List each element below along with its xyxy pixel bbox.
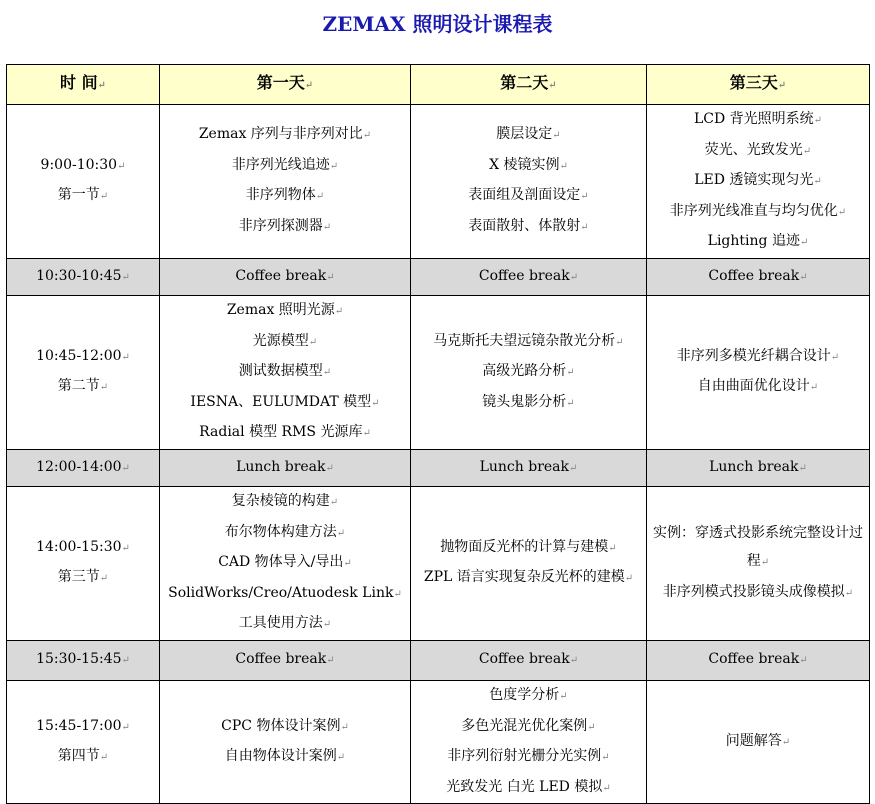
cell-text: X 棱镜实例	[489, 156, 560, 173]
cell-line	[649, 105, 867, 136]
break-row	[7, 640, 870, 680]
header-day3: 第三天↵	[647, 65, 870, 105]
paragraph-mark-icon: ↵	[580, 191, 589, 203]
cell-line	[413, 712, 644, 743]
cell-text: Lunch break	[709, 458, 799, 475]
paragraph-mark-icon: ↵	[99, 191, 109, 203]
cell-line	[162, 388, 408, 419]
cell-line	[413, 681, 644, 712]
cell-line	[162, 296, 408, 327]
cell-text: 高级光路分析	[482, 363, 567, 380]
day3-cell	[647, 486, 870, 640]
paragraph-mark-icon: ↵	[340, 721, 349, 733]
cell-line	[162, 418, 408, 449]
cell-text: Coffee break	[478, 267, 570, 284]
paragraph-mark-icon: ↵	[121, 351, 130, 363]
header-time: 时 间↵	[7, 65, 160, 105]
paragraph-mark-icon: ↵	[322, 619, 332, 631]
cell-text: 10:45-12:00	[36, 347, 122, 364]
day3-cell	[647, 680, 870, 803]
cell-text: 实例：穿透式投影系统完整设计过程	[653, 524, 863, 570]
cell-line	[162, 548, 408, 579]
cell-text: LED 透镜实现匀光	[694, 172, 814, 189]
schedule-table	[6, 64, 870, 804]
cell-line	[9, 533, 157, 564]
paragraph-mark-icon: ↵	[322, 367, 332, 379]
cell-line	[9, 181, 157, 212]
cell-text: 第四节	[57, 748, 100, 765]
cell-line	[413, 357, 644, 388]
cell-line	[413, 453, 644, 484]
cell-line	[649, 519, 867, 578]
header-day2: 第二天↵	[411, 65, 647, 105]
paragraph-mark-icon: ↵	[121, 462, 130, 474]
paragraph-mark-icon: ↵	[615, 336, 624, 348]
cell-line	[162, 518, 408, 549]
day2-cell	[411, 486, 647, 640]
paragraph-mark-icon: ↵	[99, 573, 109, 585]
cell-line	[649, 166, 867, 197]
cell-text: Coffee break	[708, 651, 800, 668]
cell-text: 测试数据模型	[238, 363, 323, 380]
paragraph-mark-icon: ↵	[326, 271, 335, 283]
cell-text: 色度学分析	[489, 686, 560, 703]
cell-line	[413, 388, 644, 419]
paragraph-mark-icon: ↵	[552, 130, 561, 142]
cell-text: 复杂棱镜的构建	[231, 492, 330, 509]
time-cell	[7, 449, 160, 486]
cell-line	[413, 563, 644, 594]
cell-line	[413, 645, 644, 676]
cell-line	[9, 742, 157, 773]
cell-line	[413, 742, 644, 773]
cell-text: 10:30-10:45	[36, 267, 122, 284]
paragraph-mark-icon: ↵	[308, 336, 318, 348]
cell-text: 第三节	[57, 569, 100, 586]
day3-cell	[647, 449, 870, 486]
cell-line	[9, 645, 157, 676]
cell-text: 光致发光 白光 LED 模拟	[446, 778, 603, 795]
cell-line	[649, 372, 867, 403]
cell-line	[9, 151, 157, 182]
cell-line	[649, 727, 867, 758]
paragraph-mark-icon: ↵	[802, 145, 812, 157]
paragraph-mark-icon: ↵	[624, 573, 634, 585]
time-cell	[7, 295, 160, 449]
cell-text: Radial 模型 RMS 光源库	[199, 424, 363, 441]
cell-line	[413, 120, 644, 151]
paragraph-mark-icon: ↵	[393, 588, 402, 600]
cell-line	[649, 227, 867, 258]
cell-line	[162, 212, 408, 243]
paragraph-mark-icon: ↵	[336, 527, 346, 539]
day2-cell	[411, 105, 647, 259]
paragraph-mark-icon: ↵	[566, 397, 575, 409]
paragraph-mark-icon: ↵	[334, 305, 344, 317]
cell-line	[162, 453, 408, 484]
paragraph-mark-icon: ↵	[121, 542, 130, 554]
session-row	[7, 486, 870, 640]
day1-cell	[160, 105, 411, 259]
paragraph-mark-icon: ↵	[121, 721, 130, 733]
day1-cell	[160, 640, 411, 680]
paragraph-mark-icon: ↵	[587, 721, 596, 733]
cell-line	[162, 487, 408, 518]
cell-text: Zemax 序列与非序列对比	[198, 126, 363, 143]
cell-text: 14:00-15:30	[36, 538, 122, 555]
paragraph-mark-icon: ↵	[325, 462, 334, 474]
cell-text: ZPL 语言实现复杂反光杯的建模	[423, 569, 625, 586]
cell-text: 多色光混光优化案例	[461, 717, 588, 734]
cell-text: 布尔物体构建方法	[224, 523, 337, 540]
cell-text: 第一节	[57, 187, 100, 204]
paragraph-mark-icon: ↵	[781, 736, 791, 748]
paragraph-mark-icon: ↵	[798, 462, 807, 474]
paragraph-mark-icon: ↵	[601, 752, 610, 764]
session-row	[7, 105, 870, 259]
break-row	[7, 449, 870, 486]
cell-line	[9, 342, 157, 373]
session-row	[7, 295, 870, 449]
day3-cell	[647, 295, 870, 449]
cell-line	[649, 645, 867, 676]
cell-line	[649, 136, 867, 167]
cell-text: CAD 物体导入/导出	[218, 554, 344, 571]
cell-text: 问题解答	[725, 732, 782, 749]
cell-text: CPC 物体设计案例	[221, 717, 341, 734]
paragraph-mark-icon: ↵	[362, 428, 371, 440]
paragraph-mark-icon: ↵	[602, 782, 611, 794]
cell-text: 自由物体设计案例	[224, 748, 337, 765]
day3-cell	[647, 258, 870, 295]
cell-text: Lunch break	[236, 458, 326, 475]
paragraph-mark-icon: ↵	[559, 160, 568, 172]
paragraph-mark-icon: ↵	[569, 271, 579, 283]
cell-text: 抛物面反光杯的计算与建模	[440, 538, 609, 555]
schedule-body	[7, 105, 870, 804]
session-row	[7, 680, 870, 803]
paragraph-mark-icon: ↵	[99, 382, 109, 394]
cell-line	[9, 712, 157, 743]
paragraph-mark-icon: ↵	[559, 690, 568, 702]
cell-text: 非序列物体	[245, 187, 316, 204]
paragraph-mark-icon: ↵	[329, 160, 339, 172]
paragraph-mark-icon: ↵	[326, 655, 335, 667]
paragraph-mark-icon: ↵	[837, 206, 847, 218]
cell-line	[162, 151, 408, 182]
cell-text: 表面散射、体散射	[468, 218, 581, 235]
cell-line	[649, 197, 867, 228]
cell-text: 工具使用方法	[238, 615, 323, 632]
cell-line	[162, 262, 408, 293]
paragraph-mark-icon: ↵	[121, 655, 130, 667]
paragraph-mark-icon: ↵	[322, 222, 332, 234]
cell-line	[649, 453, 867, 484]
cell-line	[162, 609, 408, 640]
cell-text: 表面组及剖面设定	[468, 187, 581, 204]
cell-text: 非序列探测器	[238, 218, 323, 235]
cell-line	[162, 645, 408, 676]
paragraph-mark-icon: ↵	[799, 655, 808, 667]
paragraph-mark-icon: ↵	[608, 542, 617, 554]
cell-text: 自由曲面优化设计	[697, 378, 810, 395]
cell-text: Coffee break	[478, 651, 570, 668]
day1-cell	[160, 295, 411, 449]
cell-line	[9, 262, 157, 293]
cell-text: Lighting 追迹	[707, 233, 800, 250]
paragraph-mark-icon: ↵	[760, 557, 770, 569]
cell-text: 膜层设定	[496, 126, 553, 143]
cell-text: 第二节	[57, 378, 100, 395]
cell-line	[413, 773, 644, 804]
cell-line	[162, 357, 408, 388]
paragraph-mark-icon: ↵	[844, 587, 854, 599]
cell-text: Coffee break	[235, 267, 327, 284]
cell-text: 非序列多模光纤耦合设计	[676, 347, 831, 364]
paragraph-mark-icon: ↵	[813, 176, 822, 188]
cell-text: Lunch break	[479, 458, 570, 475]
time-cell	[7, 105, 160, 259]
cell-text: 15:45-17:00	[36, 717, 122, 734]
day2-cell	[411, 295, 647, 449]
time-cell	[7, 486, 160, 640]
day2-cell	[411, 680, 647, 803]
paragraph-mark-icon: ↵	[809, 382, 819, 394]
paragraph-mark-icon: ↵	[329, 496, 339, 508]
paragraph-mark-icon: ↵	[830, 351, 840, 363]
cell-text: IESNA、EULUMDAT 模型	[190, 393, 372, 410]
paragraph-mark-icon: ↵	[343, 558, 352, 570]
day1-cell	[160, 680, 411, 803]
day2-cell	[411, 258, 647, 295]
cell-text: 非序列光线追迹	[231, 156, 330, 173]
break-row	[7, 258, 870, 295]
cell-text: 非序列光线准直与均匀优化	[669, 202, 838, 219]
cell-text: 非序列模式投影镜头成像模拟	[662, 583, 845, 600]
cell-text: LCD 背光照明系统	[693, 111, 814, 127]
cell-text: 马克斯托夫望远镜杂散光分析	[433, 332, 616, 349]
paragraph-mark-icon: ↵	[315, 191, 325, 203]
cell-text: Zemax 照明光源	[226, 301, 335, 318]
cell-text: 镜头鬼影分析	[482, 393, 567, 410]
cell-text: 光源模型	[252, 332, 309, 349]
paragraph-mark-icon: ↵	[121, 271, 130, 283]
day2-cell	[411, 449, 647, 486]
header-day1: 第一天↵	[160, 65, 411, 105]
cell-text: 15:30-15:45	[36, 651, 122, 668]
paragraph-mark-icon: ↵	[117, 160, 126, 172]
day2-cell	[411, 640, 647, 680]
time-cell	[7, 258, 160, 295]
cell-line	[413, 533, 644, 564]
cell-line	[162, 712, 408, 743]
paragraph-mark-icon: ↵	[99, 752, 109, 764]
cell-line	[162, 181, 408, 212]
day1-cell	[160, 486, 411, 640]
time-cell	[7, 640, 160, 680]
paragraph-mark-icon: ↵	[566, 367, 575, 379]
cell-text: 12:00-14:00	[36, 458, 122, 475]
cell-line	[162, 120, 408, 151]
paragraph-mark-icon: ↵	[580, 222, 589, 234]
time-cell	[7, 680, 160, 803]
cell-line	[162, 327, 408, 358]
cell-line	[649, 262, 867, 293]
cell-line	[413, 181, 644, 212]
paragraph-mark-icon: ↵	[569, 462, 578, 474]
day3-cell	[647, 105, 870, 259]
paragraph-mark-icon: ↵	[362, 130, 372, 142]
day1-cell	[160, 258, 411, 295]
paragraph-mark-icon: ↵	[336, 752, 346, 764]
cell-text: Coffee break	[235, 651, 327, 668]
cell-text: SolidWorks/Creo/Atuodesk Link	[168, 584, 394, 601]
paragraph-mark-icon: ↵	[799, 237, 809, 249]
cell-text: Coffee break	[708, 267, 800, 284]
header-row	[7, 65, 870, 105]
cell-text: 非序列衍射光栅分光实例	[447, 748, 602, 765]
cell-line	[413, 262, 644, 293]
cell-line	[413, 151, 644, 182]
cell-line	[649, 578, 867, 609]
paragraph-mark-icon: ↵	[569, 655, 579, 667]
paragraph-mark-icon: ↵	[371, 397, 380, 409]
paragraph-mark-icon: ↵	[799, 271, 808, 283]
cell-line	[9, 372, 157, 403]
page-title: ZEMAX 照明设计课程表	[322, 12, 553, 36]
cell-line	[9, 453, 157, 484]
cell-line	[413, 212, 644, 243]
cell-line	[162, 742, 408, 773]
day3-cell	[647, 640, 870, 680]
cell-text: 9:00-10:30	[40, 156, 118, 173]
cell-line	[162, 579, 408, 610]
cell-line	[649, 342, 867, 373]
cell-text: 荧光、光致发光	[704, 141, 803, 158]
paragraph-mark-icon: ↵	[813, 115, 823, 126]
cell-line	[9, 563, 157, 594]
cell-line	[413, 327, 644, 358]
day1-cell	[160, 449, 411, 486]
